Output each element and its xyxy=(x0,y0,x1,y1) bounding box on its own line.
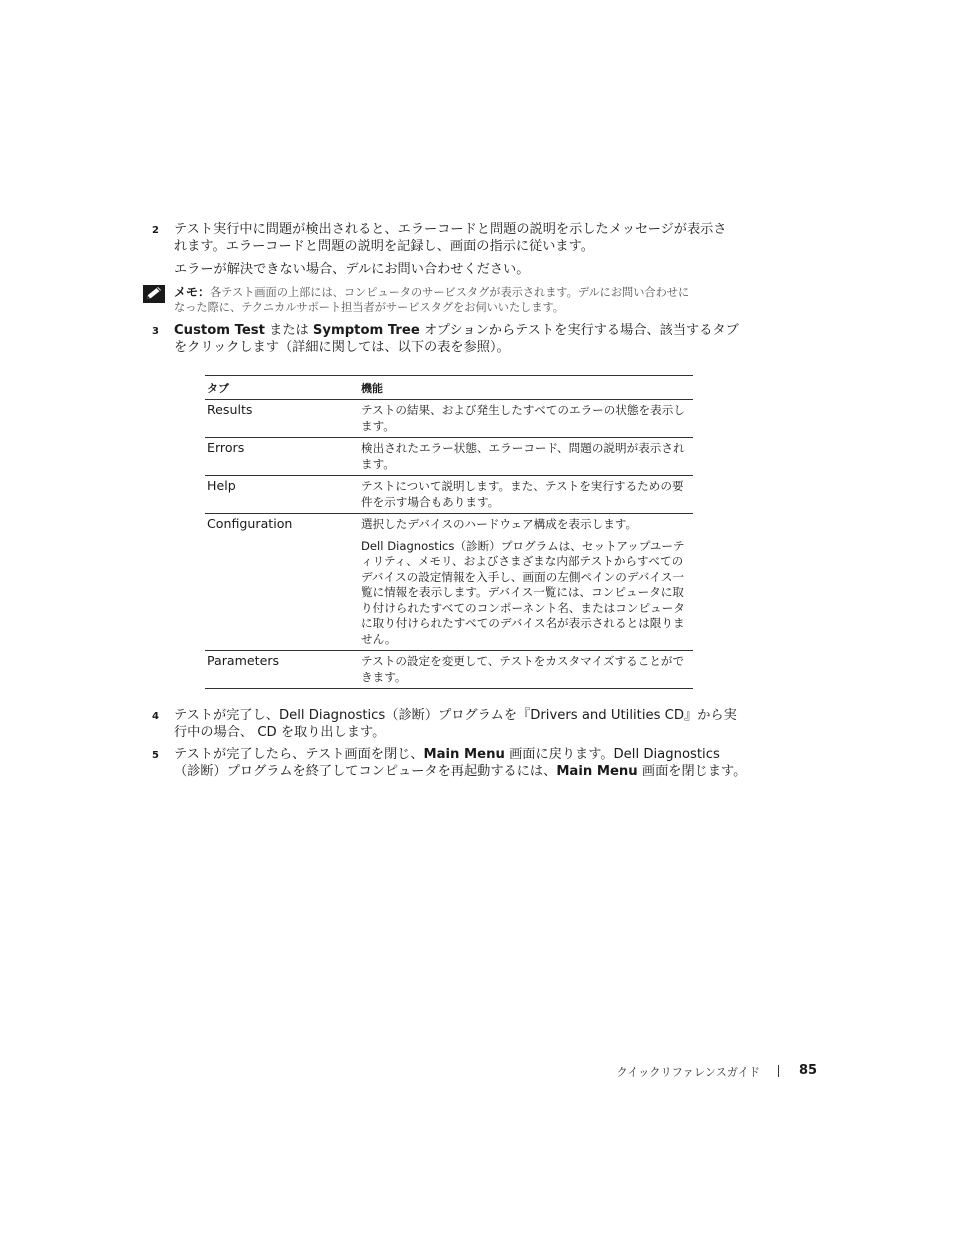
footer-title: クイックリファレンスガイド xyxy=(616,1066,760,1079)
table-row xyxy=(205,438,693,476)
table-row xyxy=(205,651,693,689)
table-header-row xyxy=(205,376,693,400)
note-label: メモ： xyxy=(174,285,211,299)
step-body xyxy=(174,746,762,780)
table-row xyxy=(205,514,693,651)
tab-name: Parameters xyxy=(205,651,359,689)
table-row xyxy=(205,400,693,438)
main-menu-term: Main Menu xyxy=(423,747,505,762)
tab-name: Configuration xyxy=(205,514,359,651)
step-3 xyxy=(152,322,762,362)
step-body xyxy=(174,221,762,278)
footer-separator xyxy=(778,1065,779,1077)
tab-description: 検出されたエラー状態、エラーコード、問題の説明が表示されます。 xyxy=(359,438,693,476)
tab-description: テストの結果、および発生したすべてのエラーの状態を表示します。 xyxy=(359,400,693,438)
step-number: 4 xyxy=(152,711,159,722)
step-body xyxy=(174,707,762,741)
tab-name: Errors xyxy=(205,438,359,476)
tab-description: 選択したデバイスのハードウェア構成を表示します。 Dell Diagnostics（診断）プログラムは、セットアップユーティリティ、メモリ、およびさまざまな内部テストからすべてのデバイスの設定情報を入手し、画面の左側ペインのデバイス一覧に情報を表示します。デバイス一覧には、コンピュータに取り付けられたすべてのコンポーネント名、またはコンピュータに取り付けられたすべてのデバイス名が表示されるとは限りません。 xyxy=(359,514,693,651)
main-menu-term: Main Menu xyxy=(556,764,638,779)
tab-name: Help xyxy=(205,476,359,514)
tabs-table xyxy=(205,375,693,689)
custom-test-term: Custom Test xyxy=(174,323,265,338)
symptom-tree-term: Symptom Tree xyxy=(312,323,420,338)
step-number: 3 xyxy=(152,326,159,337)
step-body xyxy=(174,322,762,356)
step-paragraph: エラーが解決できない場合、デルにお問い合わせください。 xyxy=(174,262,530,277)
step-text: テスト実行中に問題が検出されると、エラーコードと問題の説明を示したメッセージが表示さ れます。エラーコードと問題の説明を記録し、画面の指示に従います。 xyxy=(174,222,727,254)
step-4 xyxy=(152,707,762,747)
pencil-note-icon xyxy=(143,285,165,303)
tab-description: テストの設定を変更して、テストをカスタマイズすることができます。 xyxy=(359,651,693,689)
step-text: Custom Test または Symptom Tree オプションからテストを実行する場合、該当するタブ をクリックします（詳細に関しては、以下の表を参照）。 xyxy=(174,323,739,355)
step-5 xyxy=(152,746,762,786)
step-number: 2 xyxy=(152,225,159,236)
note-text: メモ：各テスト画面の上部には、コンピュータのサービスタグが表示されます。デルにお問い合わせに なった際に、テクニカルサポート担当者がサービスタグをお伺いいたします。 xyxy=(174,285,690,314)
header-function: 機能 xyxy=(359,376,693,400)
header-tab: タブ xyxy=(205,376,359,400)
page-footer xyxy=(0,1063,954,1079)
tab-description: テストについて説明します。また、テストを実行するための要件を示す場合もあります。 xyxy=(359,476,693,514)
step-number: 5 xyxy=(152,750,159,761)
tab-name: Results xyxy=(205,400,359,438)
step-2 xyxy=(152,221,762,281)
step-text: テストが完了したら、テスト画面を閉じ、Main Menu 画面に戻ります。Dell Diagnostics （診断）プログラムを終了してコンピュータを再起動するには、Main Menu 画面を閉じます。 xyxy=(174,747,747,779)
table-row xyxy=(205,476,693,514)
page-number: 85 xyxy=(799,1063,818,1078)
step-text: テストが完了し、Dell Diagnostics（診断）プログラムを『Drivers and Utilities CD』から実 行中の場合、 CD を取り出します。 xyxy=(174,708,737,740)
